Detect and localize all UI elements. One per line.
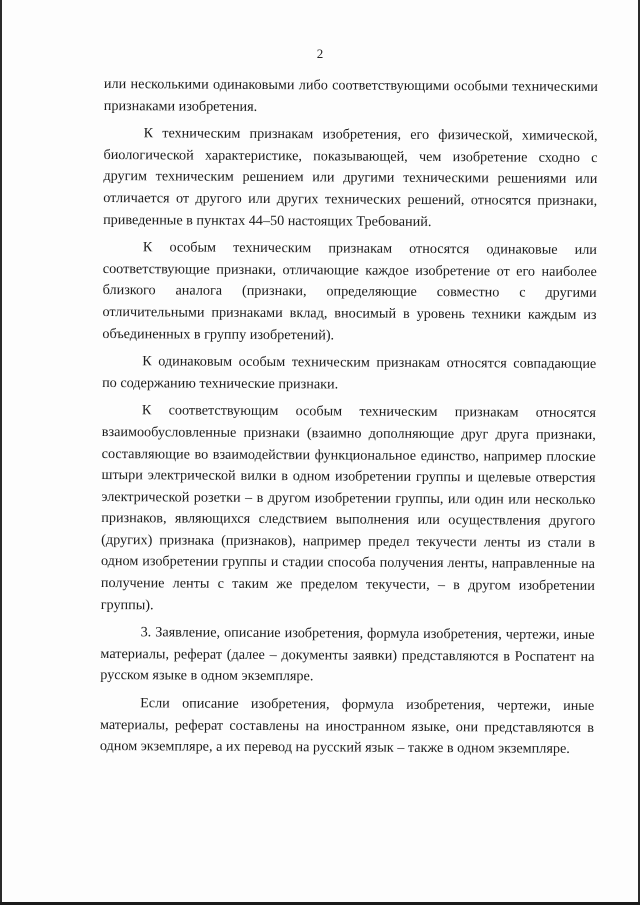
paragraph-special-features: К особым техническим признакам относятся одинаковые или соответствующие признаки, отличающие каждое изобретение от его наиболее близкого аналога (признаки, определяющие совместно с другими отличительными признаками вклад, вносимый в уровень техники каждым из объединенных в группу изобретений). xyxy=(102,239,597,343)
paragraph-continuation: или несколькими одинаковыми либо соответствующими особыми техническими признаками изобретения. xyxy=(103,75,598,115)
paragraph-foreign-language: Если описание изобретения, формула изобретения, чертежи, иные материалы, реферат составлены на иностранном языке, они представляются в одном экземпляре, а их перевод на русский язык – также в одном экземпляре. xyxy=(99,695,595,758)
paragraph-technical-features: К техническим признакам изобретения, его физической, химической, биологической характеристике, показывающей, чем изобретение сходно с другим техническим решением или другими техническими решениями или отличается от другого или других технических решений, относятся признаки, приведенные в пунктах 44–50 настоящих Требований. xyxy=(103,125,598,230)
paragraph-corresponding-features: К соответствующим особым техническим признакам относятся взаимообусловленные признаки (взаимно дополняющие друг друга признаки, составляющие во взаимодействии функциональное единство, например плоские штыри электрической вилки в одном изобретении группы и щелевые отверстия электрической розетки – в другом изобретении группы, или один или несколько признаков, являющихся следствием выполнения или осуществления другого (других) признака (признаков), например предел текучести ленты из стали в одном изобретении группы и стадии способа получения ленты, направленные на получение ленты с таким же пределом текучести, – в другом изобретении группы). xyxy=(100,402,596,613)
paragraph-identical-features: К одинаковым особым техническим признакам относятся совпадающие по содержанию технические признаки. xyxy=(102,353,597,393)
document-body xyxy=(100,74,598,767)
paragraph-application-documents: 3. Заявление, описание изобретения, формула изобретения, чертежи, иные материалы, реферат (далее – документы заявки) представляются в Роспатент на русском языке в одном экземпляре. xyxy=(100,624,595,685)
page-number: 2 xyxy=(316,46,324,61)
scan-edge-left xyxy=(0,0,2,905)
